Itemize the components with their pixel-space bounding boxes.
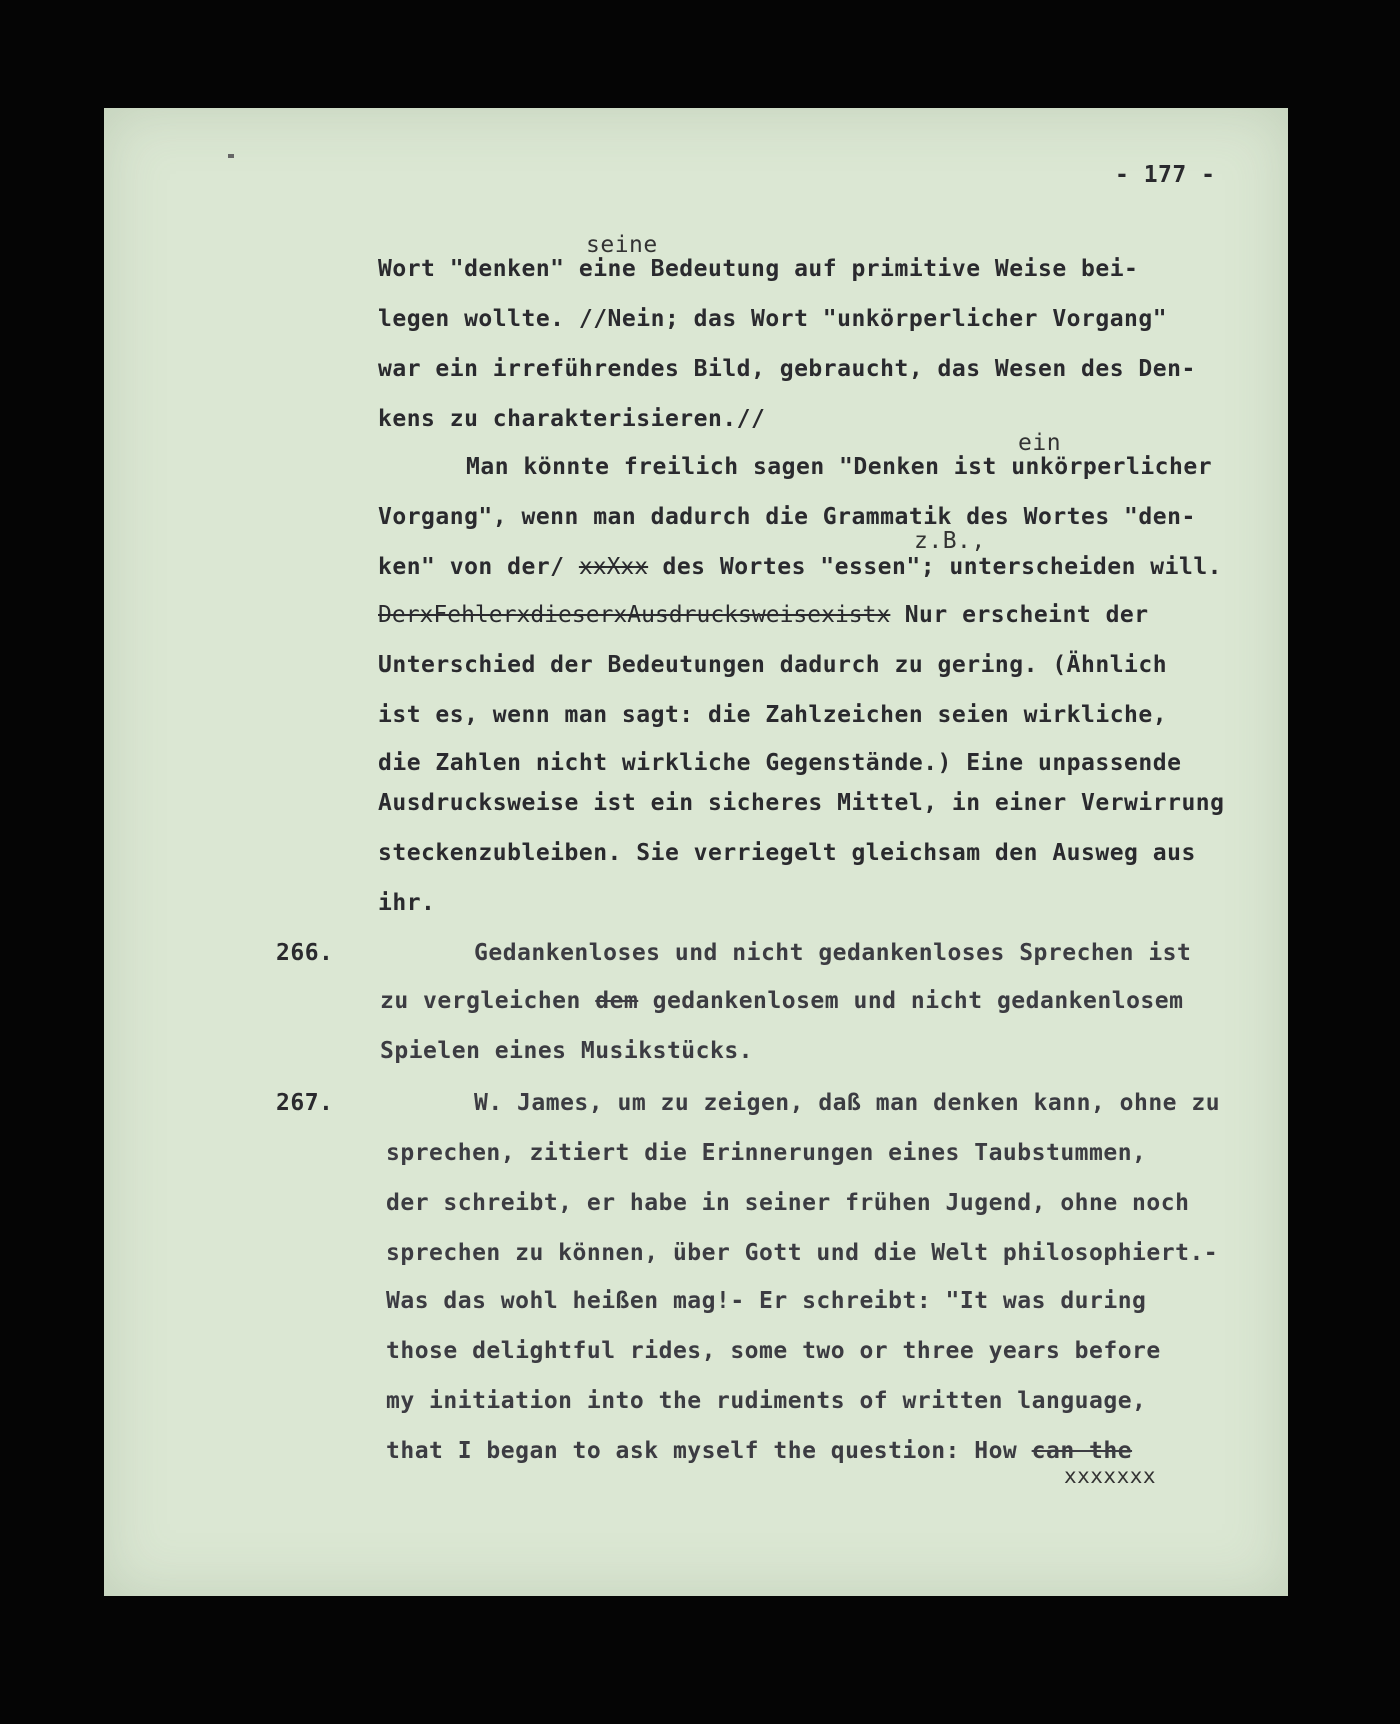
text-line: zu vergleichen dem gedankenlosem und nicht gedankenlosem <box>380 988 1184 1014</box>
typescript-page <box>104 108 1288 1596</box>
text-line: Was das wohl heißen mag!- Er schreibt: "It was during <box>386 1288 1147 1314</box>
text-line: legen wollte. //Nein; das Wort "unkörperlicher Vorgang" <box>378 306 1168 332</box>
text-line: ist es, wenn man sagt: die Zahlzeichen seien wirkliche, <box>378 702 1168 728</box>
text-line: war ein irreführendes Bild, gebraucht, das Wesen des Den- <box>378 356 1196 382</box>
text-line: steckenzubleiben. Sie verriegelt gleichsam den Ausweg aus <box>378 840 1196 866</box>
ink-speck <box>228 154 234 158</box>
text-line: DerxFehlerxdieserxAusdrucksweisexistx Nur erscheint der <box>378 602 1149 628</box>
struck-text: DerxFehlerxdieserxAusdrucksweisexistx <box>378 602 891 628</box>
text-line: Gedankenloses und nicht gedankenloses Sprechen ist <box>474 940 1192 966</box>
text-line: my initiation into the rudiments of written language, <box>386 1388 1147 1414</box>
text-line: ihr. <box>378 890 436 916</box>
text-line: Man könnte freilich sagen "Denken ist unkörperlicher <box>466 454 1213 480</box>
text-line: that I began to ask myself the question: How can the <box>386 1438 1133 1464</box>
struck-text: dem <box>595 988 639 1014</box>
interlinear-insertion: xxxxxxx <box>1064 1464 1157 1488</box>
text-line: die Zahlen nicht wirkliche Gegenstände.) Eine unpassende <box>378 750 1182 776</box>
struck-text: can the <box>1031 1438 1133 1464</box>
remark-number: 266. <box>276 940 334 966</box>
text-line: sprechen, zitiert die Erinnerungen eines Taubstummen, <box>386 1140 1147 1166</box>
text-line: Vorgang", wenn man dadurch die Grammatik des Wortes "den- <box>378 504 1196 530</box>
remark-number: 267. <box>276 1090 334 1116</box>
text-line: Wort "denken" eine Bedeutung auf primitive Weise bei- <box>378 256 1139 282</box>
text-line: ken" von der/ xxXxx des Wortes "essen"; unterscheiden will. <box>378 554 1223 580</box>
interlinear-insertion: ein <box>1018 430 1062 456</box>
text-line: Ausdrucksweise ist ein sicheres Mittel, in einer Verwirrung <box>378 790 1225 816</box>
struck-text: xxXxx <box>578 554 649 580</box>
text-line: those delightful rides, some two or three years before <box>386 1338 1161 1364</box>
text-line: kens zu charakterisieren.// <box>378 406 766 432</box>
text-line: W. James, um zu zeigen, daß man denken kann, ohne zu <box>474 1090 1221 1116</box>
text-line: sprechen zu können, über Gott und die Welt philosophiert.- <box>386 1240 1219 1266</box>
text-line: Spielen eines Musikstücks. <box>380 1038 754 1064</box>
text-line: der schreibt, er habe in seiner frühen Jugend, ohne noch <box>386 1190 1190 1216</box>
page-number: - 177 - <box>1115 162 1216 188</box>
text-line: Unterschied der Bedeutungen dadurch zu gering. (Ähnlich <box>378 652 1168 678</box>
interlinear-insertion: seine <box>586 232 658 258</box>
interlinear-insertion: z.B., <box>914 528 986 554</box>
